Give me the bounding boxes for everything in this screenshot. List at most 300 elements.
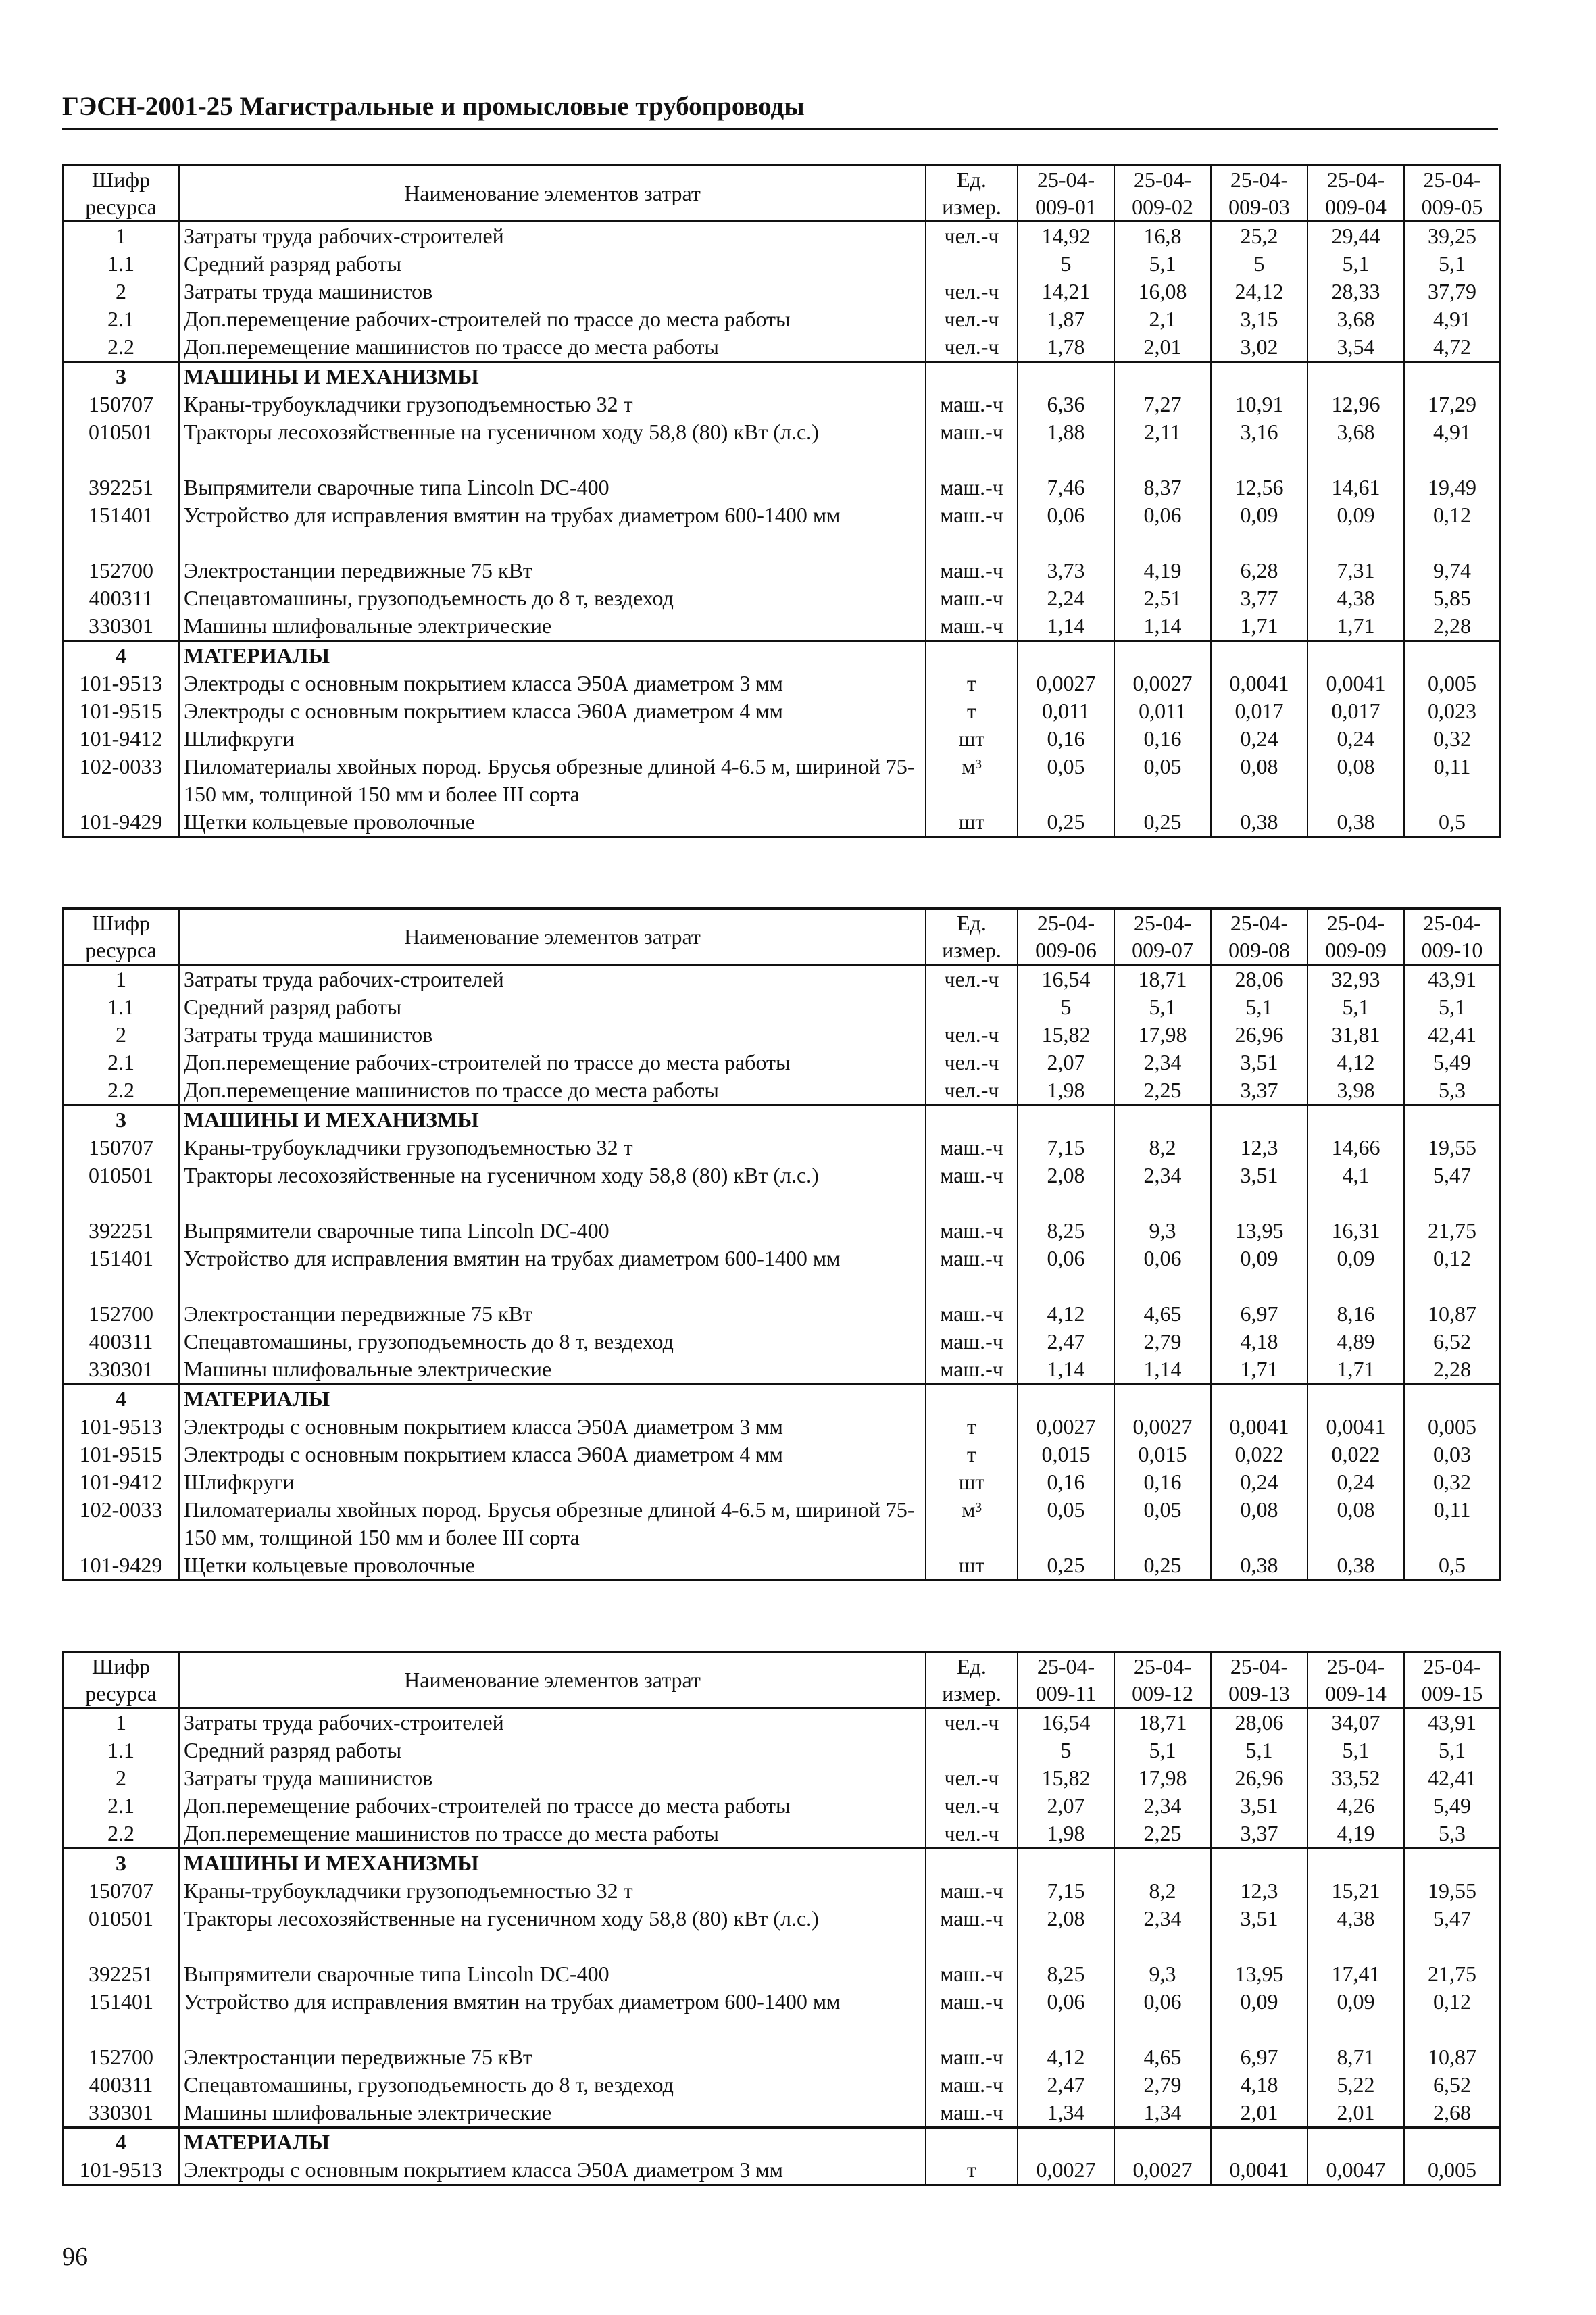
rate-value: 0,38 xyxy=(1211,808,1307,837)
rate-value: 4,18 xyxy=(1211,1328,1307,1355)
resource-code: 4 xyxy=(63,641,179,670)
rate-value: 5,49 xyxy=(1404,1049,1500,1076)
rate-value xyxy=(1114,362,1211,391)
rate-code-line2: 009-04 xyxy=(1325,195,1387,219)
header-unit-line1: Ед. xyxy=(957,911,987,935)
element-name: Шлифкруги xyxy=(179,1468,926,1496)
unit-of-measure: т xyxy=(926,1441,1018,1468)
rate-code-line1: 25-04- xyxy=(1133,168,1192,192)
rate-code-line1: 25-04- xyxy=(1423,911,1481,935)
rate-value: 2,08 xyxy=(1018,1162,1114,1217)
unit-of-measure: т xyxy=(926,1413,1018,1441)
rate-value: 0,32 xyxy=(1404,1468,1500,1496)
rate-value: 2,25 xyxy=(1114,1076,1211,1105)
rate-value: 0,022 xyxy=(1307,1441,1404,1468)
section-title: МАТЕРИАЛЫ xyxy=(179,2128,926,2157)
table-row xyxy=(63,2099,1500,2128)
element-name: Устройство для исправления вмятин на трубах диаметром 600-1400 мм xyxy=(179,1245,926,1300)
rate-value: 26,96 xyxy=(1211,1021,1307,1049)
rate-value: 2,34 xyxy=(1114,1162,1211,1217)
rate-value: 16,54 xyxy=(1018,965,1114,994)
resource-code: 010501 xyxy=(63,1905,179,1960)
rate-value: 9,3 xyxy=(1114,1960,1211,1988)
table-row xyxy=(63,1708,1500,1737)
rate-value: 0,0027 xyxy=(1018,2156,1114,2185)
rate-code-line2: 009-05 xyxy=(1421,195,1483,219)
resource-table-2 xyxy=(62,907,1501,1581)
rate-value: 3,54 xyxy=(1307,333,1404,362)
rate-value xyxy=(1211,641,1307,670)
rate-value: 14,66 xyxy=(1307,1134,1404,1162)
rate-value: 0,25 xyxy=(1018,808,1114,837)
resource-code: 101-9513 xyxy=(63,670,179,697)
rate-value: 8,2 xyxy=(1114,1877,1211,1905)
rate-value: 17,29 xyxy=(1404,391,1500,418)
table-row xyxy=(63,2156,1500,2185)
element-name: Доп.перемещение рабочих-строителей по трассе до места работы xyxy=(179,1049,926,1076)
rate-value: 12,96 xyxy=(1307,391,1404,418)
element-name: Тракторы лесохозяйственные на гусеничном ходу 58,8 (80) кВт (л.с.) xyxy=(179,1162,926,1217)
unit-of-measure xyxy=(926,250,1018,278)
rate-value: 0,06 xyxy=(1018,501,1114,557)
header-code-line1: Шифр xyxy=(91,1654,151,1678)
header-unit-cell xyxy=(926,166,1018,222)
rate-code-line2: 009-09 xyxy=(1325,938,1387,962)
resource-code: 102-0033 xyxy=(63,1496,179,1551)
rate-value: 0,09 xyxy=(1211,1245,1307,1300)
table-row xyxy=(63,965,1500,994)
rate-value xyxy=(1018,1385,1114,1414)
rate-value: 12,56 xyxy=(1211,474,1307,501)
unit-of-measure: чел.-ч xyxy=(926,278,1018,305)
rate-value: 3,02 xyxy=(1211,333,1307,362)
rate-value: 0,5 xyxy=(1404,808,1500,837)
rate-value: 0,06 xyxy=(1114,501,1211,557)
rate-value: 2,79 xyxy=(1114,2071,1211,2099)
table-row xyxy=(63,278,1500,305)
rate-value: 0,09 xyxy=(1211,1988,1307,2043)
unit-of-measure: чел.-ч xyxy=(926,333,1018,362)
rate-value: 0,0041 xyxy=(1211,1413,1307,1441)
rate-value: 16,54 xyxy=(1018,1708,1114,1737)
rate-value: 2,01 xyxy=(1307,2099,1404,2128)
unit-of-measure: маш.-ч xyxy=(926,1328,1018,1355)
rate-code-line2: 009-03 xyxy=(1228,195,1290,219)
table-row xyxy=(63,670,1500,697)
table-row xyxy=(63,501,1500,557)
rate-value: 0,25 xyxy=(1018,1551,1114,1580)
rate-code-line2: 009-07 xyxy=(1132,938,1193,962)
rate-value: 3,37 xyxy=(1211,1076,1307,1105)
rate-value: 7,27 xyxy=(1114,391,1211,418)
rate-value: 0,09 xyxy=(1307,1245,1404,1300)
rate-value xyxy=(1211,1105,1307,1135)
rate-value: 0,05 xyxy=(1114,753,1211,808)
element-name: Доп.перемещение рабочих-строителей по трассе до места работы xyxy=(179,305,926,333)
rate-value: 2,07 xyxy=(1018,1792,1114,1820)
rate-value: 0,05 xyxy=(1114,1496,1211,1551)
resource-code: 4 xyxy=(63,1385,179,1414)
element-name: Затраты труда машинистов xyxy=(179,1021,926,1049)
resource-code: 4 xyxy=(63,2128,179,2157)
rate-code-line1: 25-04- xyxy=(1133,911,1192,935)
header-rate-code-cell xyxy=(1307,166,1404,222)
table-row xyxy=(63,1076,1500,1105)
resource-code: 101-9515 xyxy=(63,697,179,725)
unit-of-measure: чел.-ч xyxy=(926,1820,1018,1849)
rate-value: 0,0027 xyxy=(1018,670,1114,697)
table-row xyxy=(63,1468,1500,1496)
section-row xyxy=(63,2128,1500,2157)
rate-value: 0,0027 xyxy=(1114,2156,1211,2185)
rate-value: 8,37 xyxy=(1114,474,1211,501)
rate-value: 3,51 xyxy=(1211,1162,1307,1217)
rate-value xyxy=(1114,1849,1211,1878)
rate-value: 4,65 xyxy=(1114,1300,1211,1328)
rate-value: 5 xyxy=(1018,1737,1114,1764)
rate-value: 21,75 xyxy=(1404,1960,1500,1988)
rate-value: 14,92 xyxy=(1018,222,1114,251)
header-unit-line2: измер. xyxy=(942,938,1001,962)
element-name: Краны-трубоукладчики грузоподъемностью 32 т xyxy=(179,1134,926,1162)
rate-value: 4,91 xyxy=(1404,418,1500,474)
element-name: Спецавтомашины, грузоподъемность до 8 т, вездеход xyxy=(179,2071,926,2099)
rate-value: 4,65 xyxy=(1114,2043,1211,2071)
element-name: Щетки кольцевые проволочные xyxy=(179,1551,926,1580)
rate-value: 37,79 xyxy=(1404,278,1500,305)
resource-code: 102-0033 xyxy=(63,753,179,808)
rate-value: 1,98 xyxy=(1018,1076,1114,1105)
rate-value: 4,38 xyxy=(1307,584,1404,612)
rate-value: 2,24 xyxy=(1018,584,1114,612)
rate-value: 12,3 xyxy=(1211,1877,1307,1905)
table-row xyxy=(63,1496,1500,1551)
rate-value: 28,33 xyxy=(1307,278,1404,305)
rate-value: 15,82 xyxy=(1018,1764,1114,1792)
rate-value: 0,25 xyxy=(1114,1551,1211,1580)
resource-code: 101-9429 xyxy=(63,808,179,837)
unit-of-measure: маш.-ч xyxy=(926,612,1018,641)
rate-value: 3,73 xyxy=(1018,557,1114,584)
rate-value: 4,38 xyxy=(1307,1905,1404,1960)
section-title: МАТЕРИАЛЫ xyxy=(179,1385,926,1414)
element-name: Шлифкруги xyxy=(179,725,926,753)
rate-value: 1,14 xyxy=(1018,612,1114,641)
unit-of-measure xyxy=(926,1849,1018,1878)
element-name: Спецавтомашины, грузоподъемность до 8 т, вездеход xyxy=(179,584,926,612)
rate-value: 0,38 xyxy=(1307,1551,1404,1580)
rate-value: 4,12 xyxy=(1018,1300,1114,1328)
rate-value: 2,1 xyxy=(1114,305,1211,333)
element-name: Электроды с основным покрытием класса Э60А диаметром 4 мм xyxy=(179,697,926,725)
unit-of-measure: м³ xyxy=(926,753,1018,808)
element-name: Электроды с основным покрытием класса Э50А диаметром 3 мм xyxy=(179,1413,926,1441)
rate-value: 0,005 xyxy=(1404,670,1500,697)
header-code-cell xyxy=(63,1652,179,1708)
rate-value xyxy=(1211,362,1307,391)
header-rate-code-cell xyxy=(1404,166,1500,222)
header-unit-line2: измер. xyxy=(942,195,1001,219)
element-name: Машины шлифовальные электрические xyxy=(179,1355,926,1385)
section-row xyxy=(63,1105,1500,1135)
table-row xyxy=(63,1245,1500,1300)
rate-value: 13,95 xyxy=(1211,1960,1307,1988)
resource-code: 400311 xyxy=(63,2071,179,2099)
rate-value: 0,011 xyxy=(1114,697,1211,725)
unit-of-measure: маш.-ч xyxy=(926,1162,1018,1217)
rate-value: 2,47 xyxy=(1018,2071,1114,2099)
header-rate-code-cell xyxy=(1114,1652,1211,1708)
resource-code: 392251 xyxy=(63,1960,179,1988)
table-row xyxy=(63,418,1500,474)
rate-value: 8,25 xyxy=(1018,1217,1114,1245)
rate-value xyxy=(1114,641,1211,670)
rate-value: 16,8 xyxy=(1114,222,1211,251)
header-name-cell: Наименование элементов затрат xyxy=(179,909,926,965)
rate-value: 0,0027 xyxy=(1114,1413,1211,1441)
rate-value: 6,28 xyxy=(1211,557,1307,584)
element-name: Пиломатериалы хвойных пород. Брусья обрезные длиной 4-6.5 м, шириной 75-150 мм, толщиной 150 мм и более III сорта xyxy=(179,1496,926,1551)
table-row xyxy=(63,1905,1500,1960)
rate-value xyxy=(1018,1105,1114,1135)
header-rate-code-cell xyxy=(1018,909,1114,965)
rate-value: 2,11 xyxy=(1114,418,1211,474)
rate-value: 0,03 xyxy=(1404,1441,1500,1468)
element-name: Затраты труда рабочих-строителей xyxy=(179,965,926,994)
rate-value: 4,18 xyxy=(1211,2071,1307,2099)
unit-of-measure: маш.-ч xyxy=(926,1877,1018,1905)
rate-value: 6,97 xyxy=(1211,1300,1307,1328)
table-row xyxy=(63,474,1500,501)
rate-value: 0,16 xyxy=(1114,1468,1211,1496)
page-number: 96 xyxy=(62,2243,88,2271)
unit-of-measure: чел.-ч xyxy=(926,965,1018,994)
resource-code: 151401 xyxy=(63,1988,179,2043)
rate-value: 3,68 xyxy=(1307,418,1404,474)
header-rate-code-cell xyxy=(1114,166,1211,222)
rate-value: 26,96 xyxy=(1211,1764,1307,1792)
resource-code: 392251 xyxy=(63,1217,179,1245)
section-row xyxy=(63,362,1500,391)
unit-of-measure: шт xyxy=(926,808,1018,837)
element-name: Электроды с основным покрытием класса Э50А диаметром 3 мм xyxy=(179,670,926,697)
resource-code: 400311 xyxy=(63,1328,179,1355)
rate-value: 15,21 xyxy=(1307,1877,1404,1905)
rate-value: 5,1 xyxy=(1404,1737,1500,1764)
rate-value: 0,06 xyxy=(1018,1988,1114,2043)
rate-value: 28,06 xyxy=(1211,1708,1307,1737)
resource-code: 150707 xyxy=(63,1134,179,1162)
rate-value: 39,25 xyxy=(1404,222,1500,251)
resource-code: 152700 xyxy=(63,2043,179,2071)
rate-value: 18,71 xyxy=(1114,1708,1211,1737)
rate-value xyxy=(1307,2128,1404,2157)
unit-of-measure: чел.-ч xyxy=(926,1049,1018,1076)
rate-value: 0,0041 xyxy=(1211,670,1307,697)
resource-code: 2.1 xyxy=(63,1792,179,1820)
rate-value: 0,06 xyxy=(1018,1245,1114,1300)
rate-value: 3,16 xyxy=(1211,418,1307,474)
unit-of-measure xyxy=(926,1385,1018,1414)
resource-code: 330301 xyxy=(63,2099,179,2128)
section-title: МАТЕРИАЛЫ xyxy=(179,641,926,670)
header-rate-code-cell xyxy=(1404,1652,1500,1708)
rate-value: 5,47 xyxy=(1404,1905,1500,1960)
rate-value: 0,25 xyxy=(1114,808,1211,837)
rate-value xyxy=(1211,2128,1307,2157)
rate-code-line2: 009-02 xyxy=(1132,195,1193,219)
rate-value: 17,41 xyxy=(1307,1960,1404,1988)
rate-value: 0,09 xyxy=(1307,1988,1404,2043)
rate-value: 1,88 xyxy=(1018,418,1114,474)
rate-value: 5,3 xyxy=(1404,1820,1500,1849)
element-name: Затраты труда машинистов xyxy=(179,1764,926,1792)
rate-value: 2,01 xyxy=(1114,333,1211,362)
rate-value: 17,98 xyxy=(1114,1764,1211,1792)
resource-code: 150707 xyxy=(63,391,179,418)
rate-value: 5,1 xyxy=(1307,250,1404,278)
element-name: Доп.перемещение машинистов по трассе до места работы xyxy=(179,1820,926,1849)
rate-value: 0,16 xyxy=(1018,1468,1114,1496)
unit-of-measure: маш.-ч xyxy=(926,1905,1018,1960)
rate-value: 2,28 xyxy=(1404,612,1500,641)
unit-of-measure: чел.-ч xyxy=(926,1708,1018,1737)
table-header-row xyxy=(63,166,1500,222)
element-name: Устройство для исправления вмятин на трубах диаметром 600-1400 мм xyxy=(179,1988,926,2043)
element-name: Электростанции передвижные 75 кВт xyxy=(179,557,926,584)
rate-value: 19,49 xyxy=(1404,474,1500,501)
rate-value: 0,5 xyxy=(1404,1551,1500,1580)
rate-value: 0,09 xyxy=(1211,501,1307,557)
table-row xyxy=(63,808,1500,837)
rate-value: 2,68 xyxy=(1404,2099,1500,2128)
rate-value: 1,71 xyxy=(1307,612,1404,641)
element-name: Затраты труда рабочих-строителей xyxy=(179,222,926,251)
resource-code: 101-9412 xyxy=(63,725,179,753)
table-row xyxy=(63,753,1500,808)
rate-value: 0,017 xyxy=(1307,697,1404,725)
rate-code-line1: 25-04- xyxy=(1037,1654,1095,1678)
unit-of-measure xyxy=(926,2128,1018,2157)
unit-of-measure: маш.-ч xyxy=(926,418,1018,474)
rate-value: 3,51 xyxy=(1211,1792,1307,1820)
resource-code: 2.2 xyxy=(63,1076,179,1105)
rate-value xyxy=(1404,1849,1500,1878)
rate-value: 34,07 xyxy=(1307,1708,1404,1737)
rate-value: 0,08 xyxy=(1211,753,1307,808)
rate-value xyxy=(1114,1105,1211,1135)
rate-value: 0,0047 xyxy=(1307,2156,1404,2185)
header-rate-code-cell xyxy=(1404,909,1500,965)
rate-value: 10,91 xyxy=(1211,391,1307,418)
rate-code-line2: 009-15 xyxy=(1421,1681,1483,1706)
header-code-cell xyxy=(63,909,179,965)
header-unit-line2: измер. xyxy=(942,1681,1001,1706)
rate-value: 5,47 xyxy=(1404,1162,1500,1217)
table-row xyxy=(63,1988,1500,2043)
unit-of-measure: м³ xyxy=(926,1496,1018,1551)
rate-value: 42,41 xyxy=(1404,1764,1500,1792)
rate-value: 4,91 xyxy=(1404,305,1500,333)
section-row xyxy=(63,641,1500,670)
table-row xyxy=(63,1441,1500,1468)
header-rate-code-cell xyxy=(1307,909,1404,965)
rate-value: 5,1 xyxy=(1114,993,1211,1021)
element-name: Затраты труда рабочих-строителей xyxy=(179,1708,926,1737)
header-rate-code-cell xyxy=(1114,909,1211,965)
unit-of-measure: т xyxy=(926,670,1018,697)
table-row xyxy=(63,1820,1500,1849)
unit-of-measure: маш.-ч xyxy=(926,1355,1018,1385)
resource-code: 010501 xyxy=(63,418,179,474)
rate-value: 6,97 xyxy=(1211,2043,1307,2071)
resource-code: 2 xyxy=(63,1021,179,1049)
resource-code: 3 xyxy=(63,1105,179,1135)
rate-value: 21,75 xyxy=(1404,1217,1500,1245)
rate-value xyxy=(1114,1385,1211,1414)
rate-value: 5,1 xyxy=(1211,1737,1307,1764)
rate-value xyxy=(1404,1105,1500,1135)
element-name: Выпрямители сварочные типа Lincoln DC-400 xyxy=(179,474,926,501)
rate-value: 4,19 xyxy=(1307,1820,1404,1849)
rate-value xyxy=(1307,1849,1404,1878)
table-row xyxy=(63,1960,1500,1988)
unit-of-measure: чел.-ч xyxy=(926,222,1018,251)
unit-of-measure xyxy=(926,1105,1018,1135)
header-name-cell: Наименование элементов затрат xyxy=(179,1652,926,1708)
rate-value xyxy=(1307,1385,1404,1414)
unit-of-measure: маш.-ч xyxy=(926,1300,1018,1328)
unit-of-measure: шт xyxy=(926,725,1018,753)
rate-value: 0,12 xyxy=(1404,1988,1500,2043)
table-row xyxy=(63,1737,1500,1764)
rate-value: 0,32 xyxy=(1404,725,1500,753)
rate-code-line1: 25-04- xyxy=(1423,1654,1481,1678)
resource-code: 101-9515 xyxy=(63,1441,179,1468)
rate-value: 2,34 xyxy=(1114,1049,1211,1076)
rate-value: 1,71 xyxy=(1211,1355,1307,1385)
rate-value: 3,77 xyxy=(1211,584,1307,612)
rate-code-line1: 25-04- xyxy=(1423,168,1481,192)
unit-of-measure: шт xyxy=(926,1468,1018,1496)
resource-code: 2.2 xyxy=(63,1820,179,1849)
element-name: Машины шлифовальные электрические xyxy=(179,2099,926,2128)
rate-value: 0,24 xyxy=(1211,725,1307,753)
rate-value: 6,52 xyxy=(1404,1328,1500,1355)
element-name: Средний разряд работы xyxy=(179,1737,926,1764)
rate-code-line1: 25-04- xyxy=(1230,168,1289,192)
table-row xyxy=(63,993,1500,1021)
header-code-line2: ресурса xyxy=(85,1681,157,1706)
rate-code-line2: 009-08 xyxy=(1228,938,1290,962)
unit-of-measure: маш.-ч xyxy=(926,1988,1018,2043)
header-unit-cell xyxy=(926,909,1018,965)
rate-value: 3,51 xyxy=(1211,1905,1307,1960)
rate-value: 0,0027 xyxy=(1114,670,1211,697)
table-row xyxy=(63,1021,1500,1049)
element-name: Электростанции передвижные 75 кВт xyxy=(179,1300,926,1328)
element-name: Электроды с основным покрытием класса Э50А диаметром 3 мм xyxy=(179,2156,926,2185)
rate-value: 0,09 xyxy=(1307,501,1404,557)
table-row xyxy=(63,1049,1500,1076)
header-unit-line1: Ед. xyxy=(957,1654,987,1678)
rate-value: 6,36 xyxy=(1018,391,1114,418)
unit-of-measure: маш.-ч xyxy=(926,1217,1018,1245)
header-rate-code-cell xyxy=(1211,909,1307,965)
rate-value: 0,12 xyxy=(1404,501,1500,557)
table-row xyxy=(63,250,1500,278)
table-row xyxy=(63,305,1500,333)
